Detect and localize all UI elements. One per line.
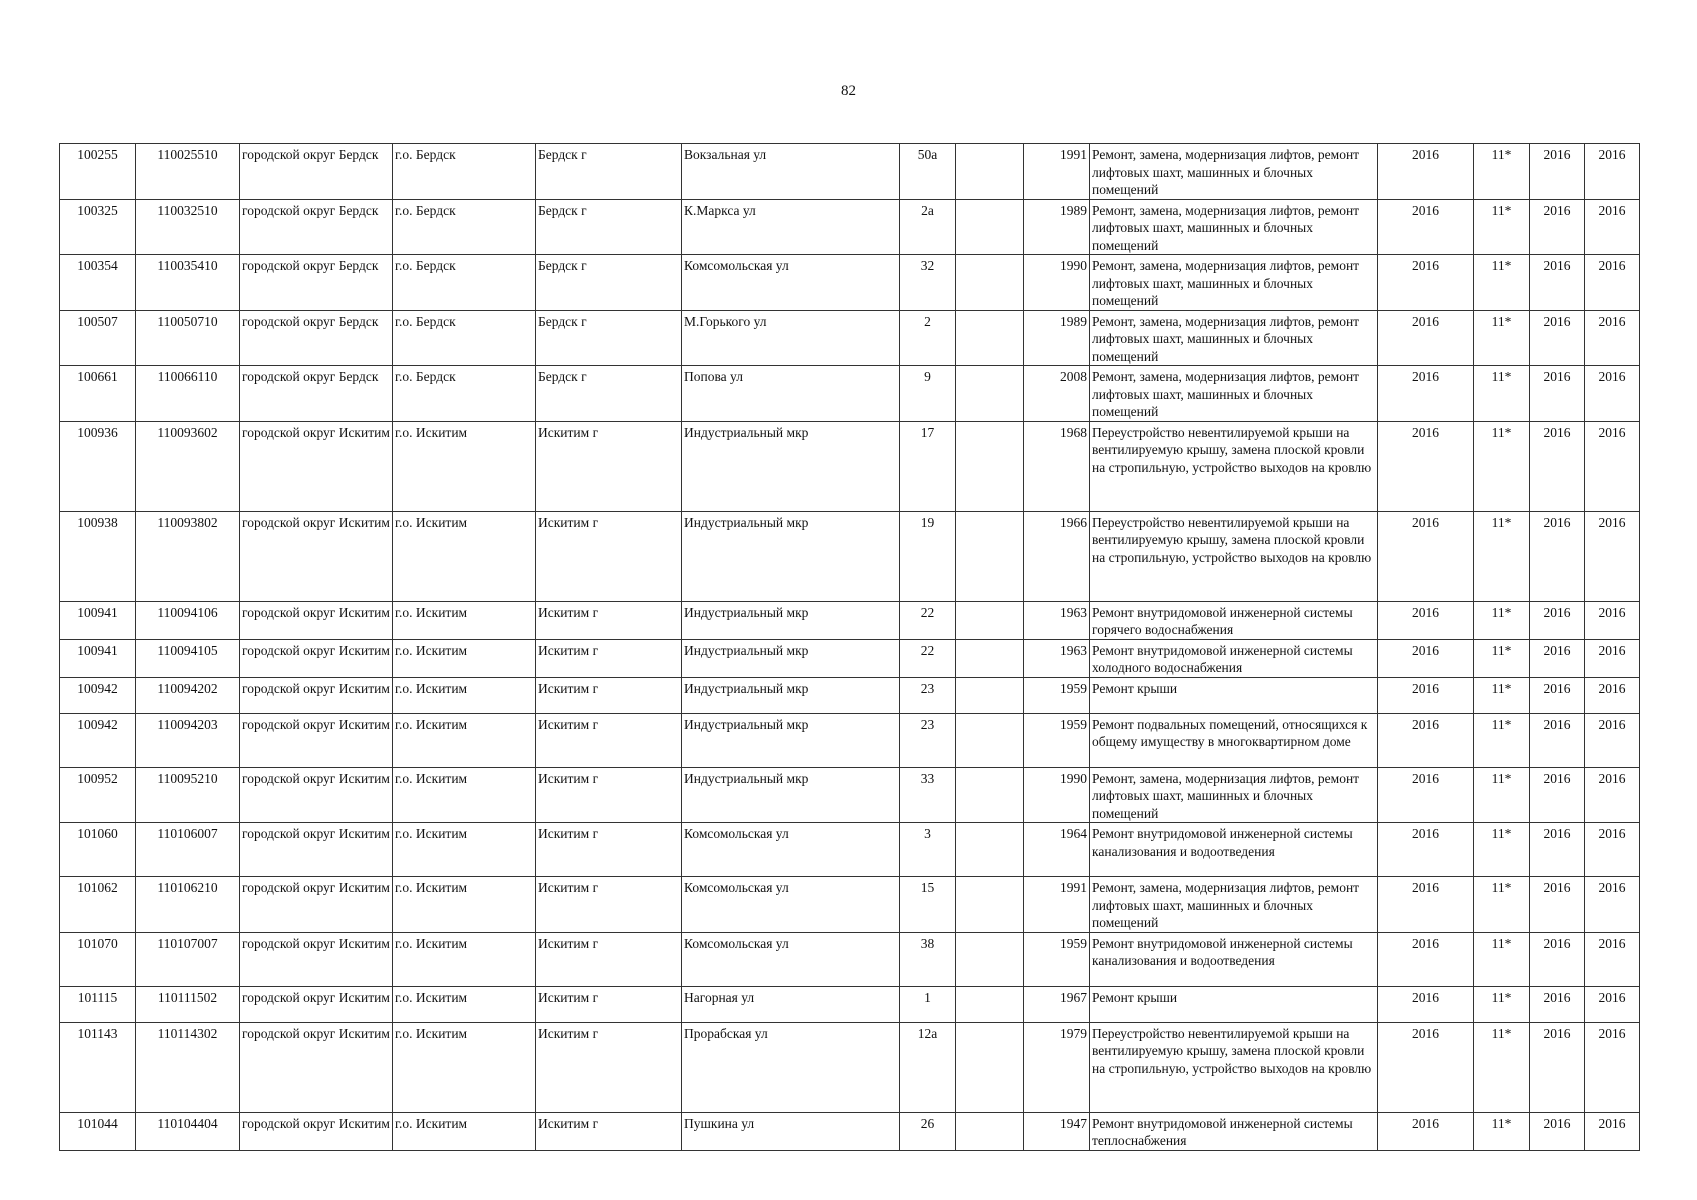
work-type-cell: Ремонт, замена, модернизация лифтов, ремонт лифтовых шахт, машинных и блочных помещений [1090, 144, 1378, 200]
locality-cell: Искитим г [536, 639, 682, 677]
house-number-cell: 26 [900, 1112, 956, 1150]
plan-year-cell: 2016 [1378, 767, 1474, 823]
municipality-cell: г.о. Искитим [393, 932, 536, 986]
end-year-cell: 2016 [1585, 932, 1640, 986]
work-type-cell: Ремонт крыши [1090, 986, 1378, 1022]
table-row [60, 823, 1640, 877]
work-type-cell: Ремонт внутридомовой инженерной системы горячего водоснабжения [1090, 601, 1378, 639]
municipality-cell: г.о. Искитим [393, 511, 536, 601]
municipality-cell: г.о. Бердск [393, 144, 536, 200]
district-cell: городской округ Искитим [240, 639, 393, 677]
house-number-cell: 32 [900, 255, 956, 311]
table-row [60, 1022, 1640, 1112]
district-cell: городской округ Бердск [240, 310, 393, 366]
mark-cell: 11* [1474, 199, 1530, 255]
row-id-cell: 100661 [60, 366, 136, 422]
end-year-cell: 2016 [1585, 601, 1640, 639]
locality-cell: Искитим г [536, 713, 682, 767]
end-year-cell: 2016 [1585, 677, 1640, 713]
municipality-cell: г.о. Бердск [393, 366, 536, 422]
work-type-cell: Ремонт внутридомовой инженерной системы канализования и водоотведения [1090, 823, 1378, 877]
work-type-cell: Ремонт подвальных помещений, относящихся к общему имуществу в многоквартирном доме [1090, 713, 1378, 767]
house-number-cell: 33 [900, 767, 956, 823]
row-id-cell: 100255 [60, 144, 136, 200]
build-year-cell: 2008 [1024, 366, 1090, 422]
locality-cell: Бердск г [536, 199, 682, 255]
plan-year-cell: 2016 [1378, 421, 1474, 511]
street-cell: Прорабская ул [682, 1022, 900, 1112]
row-id-cell: 101044 [60, 1112, 136, 1150]
object-code-cell: 110066110 [136, 366, 240, 422]
empty-cell [956, 511, 1024, 601]
table-row [60, 639, 1640, 677]
table-row [60, 366, 1640, 422]
work-type-cell: Переустройство невентилируемой крыши на вентилируемую крышу, замена плоской кровли на стропильную, устройство выходов на кровлю [1090, 511, 1378, 601]
table-row [60, 199, 1640, 255]
locality-cell: Искитим г [536, 877, 682, 933]
table-row [60, 713, 1640, 767]
district-cell: городской округ Искитим [240, 677, 393, 713]
start-year-cell: 2016 [1530, 601, 1585, 639]
mark-cell: 11* [1474, 677, 1530, 713]
plan-year-cell: 2016 [1378, 255, 1474, 311]
object-code-cell: 110104404 [136, 1112, 240, 1150]
table-row [60, 877, 1640, 933]
empty-cell [956, 713, 1024, 767]
build-year-cell: 1959 [1024, 713, 1090, 767]
end-year-cell: 2016 [1585, 421, 1640, 511]
start-year-cell: 2016 [1530, 144, 1585, 200]
mark-cell: 11* [1474, 986, 1530, 1022]
end-year-cell: 2016 [1585, 1112, 1640, 1150]
empty-cell [956, 677, 1024, 713]
row-id-cell: 100942 [60, 677, 136, 713]
municipality-cell: г.о. Искитим [393, 421, 536, 511]
table-row [60, 511, 1640, 601]
work-type-cell: Ремонт, замена, модернизация лифтов, ремонт лифтовых шахт, машинных и блочных помещений [1090, 255, 1378, 311]
municipality-cell: г.о. Искитим [393, 601, 536, 639]
empty-cell [956, 767, 1024, 823]
plan-year-cell: 2016 [1378, 877, 1474, 933]
start-year-cell: 2016 [1530, 1022, 1585, 1112]
locality-cell: Искитим г [536, 986, 682, 1022]
empty-cell [956, 639, 1024, 677]
locality-cell: Искитим г [536, 1022, 682, 1112]
end-year-cell: 2016 [1585, 767, 1640, 823]
street-cell: Нагорная ул [682, 986, 900, 1022]
object-code-cell: 110107007 [136, 932, 240, 986]
object-code-cell: 110094203 [136, 713, 240, 767]
table-row [60, 255, 1640, 311]
municipality-cell: г.о. Искитим [393, 677, 536, 713]
locality-cell: Искитим г [536, 1112, 682, 1150]
mark-cell: 11* [1474, 255, 1530, 311]
start-year-cell: 2016 [1530, 1112, 1585, 1150]
end-year-cell: 2016 [1585, 713, 1640, 767]
row-id-cell: 100942 [60, 713, 136, 767]
municipality-cell: г.о. Искитим [393, 986, 536, 1022]
object-code-cell: 110106210 [136, 877, 240, 933]
street-cell: Комсомольская ул [682, 255, 900, 311]
house-number-cell: 15 [900, 877, 956, 933]
municipality-cell: г.о. Искитим [393, 767, 536, 823]
house-number-cell: 2 [900, 310, 956, 366]
build-year-cell: 1990 [1024, 255, 1090, 311]
locality-cell: Искитим г [536, 823, 682, 877]
work-type-cell: Ремонт, замена, модернизация лифтов, ремонт лифтовых шахт, машинных и блочных помещений [1090, 199, 1378, 255]
street-cell: Комсомольская ул [682, 932, 900, 986]
row-id-cell: 100325 [60, 199, 136, 255]
start-year-cell: 2016 [1530, 310, 1585, 366]
plan-year-cell: 2016 [1378, 366, 1474, 422]
mark-cell: 11* [1474, 366, 1530, 422]
plan-year-cell: 2016 [1378, 677, 1474, 713]
locality-cell: Искитим г [536, 421, 682, 511]
mark-cell: 11* [1474, 767, 1530, 823]
row-id-cell: 100354 [60, 255, 136, 311]
street-cell: Индустриальный мкр [682, 713, 900, 767]
locality-cell: Искитим г [536, 677, 682, 713]
start-year-cell: 2016 [1530, 255, 1585, 311]
empty-cell [956, 823, 1024, 877]
end-year-cell: 2016 [1585, 823, 1640, 877]
end-year-cell: 2016 [1585, 986, 1640, 1022]
house-number-cell: 22 [900, 639, 956, 677]
build-year-cell: 1967 [1024, 986, 1090, 1022]
table-row [60, 932, 1640, 986]
work-type-cell: Ремонт внутридомовой инженерной системы теплоснабжения [1090, 1112, 1378, 1150]
district-cell: городской округ Искитим [240, 421, 393, 511]
municipality-cell: г.о. Искитим [393, 1112, 536, 1150]
end-year-cell: 2016 [1585, 877, 1640, 933]
street-cell: Индустриальный мкр [682, 601, 900, 639]
empty-cell [956, 310, 1024, 366]
mark-cell: 11* [1474, 823, 1530, 877]
mark-cell: 11* [1474, 144, 1530, 200]
empty-cell [956, 601, 1024, 639]
street-cell: Вокзальная ул [682, 144, 900, 200]
start-year-cell: 2016 [1530, 713, 1585, 767]
house-number-cell: 1 [900, 986, 956, 1022]
plan-year-cell: 2016 [1378, 601, 1474, 639]
street-cell: Индустриальный мкр [682, 421, 900, 511]
locality-cell: Бердск г [536, 255, 682, 311]
row-id-cell: 101143 [60, 1022, 136, 1112]
row-id-cell: 101070 [60, 932, 136, 986]
district-cell: городской округ Бердск [240, 144, 393, 200]
object-code-cell: 110111502 [136, 986, 240, 1022]
plan-year-cell: 2016 [1378, 310, 1474, 366]
object-code-cell: 110114302 [136, 1022, 240, 1112]
row-id-cell: 101060 [60, 823, 136, 877]
end-year-cell: 2016 [1585, 310, 1640, 366]
mark-cell: 11* [1474, 511, 1530, 601]
street-cell: Индустриальный мкр [682, 767, 900, 823]
street-cell: Попова ул [682, 366, 900, 422]
row-id-cell: 100507 [60, 310, 136, 366]
district-cell: городской округ Искитим [240, 601, 393, 639]
work-type-cell: Переустройство невентилируемой крыши на вентилируемую крышу, замена плоской кровли на стропильную, устройство выходов на кровлю [1090, 1022, 1378, 1112]
locality-cell: Искитим г [536, 767, 682, 823]
object-code-cell: 110025510 [136, 144, 240, 200]
house-number-cell: 38 [900, 932, 956, 986]
table-row [60, 144, 1640, 200]
municipality-cell: г.о. Искитим [393, 713, 536, 767]
start-year-cell: 2016 [1530, 366, 1585, 422]
house-number-cell: 3 [900, 823, 956, 877]
empty-cell [956, 144, 1024, 200]
municipality-cell: г.о. Бердск [393, 199, 536, 255]
object-code-cell: 110093802 [136, 511, 240, 601]
object-code-cell: 110106007 [136, 823, 240, 877]
house-number-cell: 17 [900, 421, 956, 511]
start-year-cell: 2016 [1530, 639, 1585, 677]
empty-cell [956, 199, 1024, 255]
plan-year-cell: 2016 [1378, 823, 1474, 877]
end-year-cell: 2016 [1585, 144, 1640, 200]
municipality-cell: г.о. Искитим [393, 639, 536, 677]
mark-cell: 11* [1474, 310, 1530, 366]
street-cell: Пушкина ул [682, 1112, 900, 1150]
build-year-cell: 1991 [1024, 144, 1090, 200]
work-type-cell: Ремонт, замена, модернизация лифтов, ремонт лифтовых шахт, машинных и блочных помещений [1090, 877, 1378, 933]
work-type-cell: Ремонт внутридомовой инженерной системы канализования и водоотведения [1090, 932, 1378, 986]
plan-year-cell: 2016 [1378, 986, 1474, 1022]
build-year-cell: 1968 [1024, 421, 1090, 511]
street-cell: Комсомольская ул [682, 823, 900, 877]
object-code-cell: 110032510 [136, 199, 240, 255]
end-year-cell: 2016 [1585, 1022, 1640, 1112]
empty-cell [956, 255, 1024, 311]
plan-year-cell: 2016 [1378, 199, 1474, 255]
object-code-cell: 110095210 [136, 767, 240, 823]
start-year-cell: 2016 [1530, 199, 1585, 255]
row-id-cell: 100936 [60, 421, 136, 511]
object-code-cell: 110050710 [136, 310, 240, 366]
row-id-cell: 100941 [60, 639, 136, 677]
work-type-cell: Переустройство невентилируемой крыши на вентилируемую крышу, замена плоской кровли на стропильную, устройство выходов на кровлю [1090, 421, 1378, 511]
row-id-cell: 100941 [60, 601, 136, 639]
table-row [60, 310, 1640, 366]
start-year-cell: 2016 [1530, 767, 1585, 823]
district-cell: городской округ Бердск [240, 366, 393, 422]
build-year-cell: 1959 [1024, 932, 1090, 986]
plan-year-cell: 2016 [1378, 144, 1474, 200]
mark-cell: 11* [1474, 932, 1530, 986]
object-code-cell: 110093602 [136, 421, 240, 511]
empty-cell [956, 1112, 1024, 1150]
locality-cell: Искитим г [536, 932, 682, 986]
plan-year-cell: 2016 [1378, 511, 1474, 601]
locality-cell: Бердск г [536, 144, 682, 200]
build-year-cell: 1963 [1024, 639, 1090, 677]
end-year-cell: 2016 [1585, 366, 1640, 422]
object-code-cell: 110094105 [136, 639, 240, 677]
start-year-cell: 2016 [1530, 511, 1585, 601]
object-code-cell: 110094202 [136, 677, 240, 713]
build-year-cell: 1947 [1024, 1112, 1090, 1150]
mark-cell: 11* [1474, 1022, 1530, 1112]
object-code-cell: 110035410 [136, 255, 240, 311]
plan-year-cell: 2016 [1378, 1022, 1474, 1112]
end-year-cell: 2016 [1585, 199, 1640, 255]
row-id-cell: 101062 [60, 877, 136, 933]
row-id-cell: 101115 [60, 986, 136, 1022]
build-year-cell: 1989 [1024, 199, 1090, 255]
house-number-cell: 2а [900, 199, 956, 255]
municipality-cell: г.о. Бердск [393, 255, 536, 311]
table-body [60, 144, 1640, 1151]
plan-year-cell: 2016 [1378, 713, 1474, 767]
district-cell: городской округ Искитим [240, 767, 393, 823]
plan-year-cell: 2016 [1378, 932, 1474, 986]
mark-cell: 11* [1474, 601, 1530, 639]
plan-year-cell: 2016 [1378, 639, 1474, 677]
start-year-cell: 2016 [1530, 421, 1585, 511]
plan-year-cell: 2016 [1378, 1112, 1474, 1150]
municipality-cell: г.о. Искитим [393, 1022, 536, 1112]
district-cell: городской округ Бердск [240, 199, 393, 255]
house-number-cell: 22 [900, 601, 956, 639]
table-row [60, 767, 1640, 823]
work-type-cell: Ремонт крыши [1090, 677, 1378, 713]
district-cell: городской округ Искитим [240, 1022, 393, 1112]
house-number-cell: 23 [900, 677, 956, 713]
mark-cell: 11* [1474, 713, 1530, 767]
build-year-cell: 1964 [1024, 823, 1090, 877]
table-row [60, 421, 1640, 511]
street-cell: М.Горького ул [682, 310, 900, 366]
empty-cell [956, 986, 1024, 1022]
street-cell: Индустриальный мкр [682, 511, 900, 601]
house-number-cell: 12а [900, 1022, 956, 1112]
district-cell: городской округ Искитим [240, 823, 393, 877]
municipality-cell: г.о. Искитим [393, 823, 536, 877]
district-cell: городской округ Искитим [240, 986, 393, 1022]
work-type-cell: Ремонт, замена, модернизация лифтов, ремонт лифтовых шахт, машинных и блочных помещений [1090, 310, 1378, 366]
empty-cell [956, 932, 1024, 986]
street-cell: К.Маркса ул [682, 199, 900, 255]
build-year-cell: 1979 [1024, 1022, 1090, 1112]
end-year-cell: 2016 [1585, 511, 1640, 601]
work-type-cell: Ремонт, замена, модернизация лифтов, ремонт лифтовых шахт, машинных и блочных помещений [1090, 767, 1378, 823]
work-type-cell: Ремонт внутридомовой инженерной системы холодного водоснабжения [1090, 639, 1378, 677]
street-cell: Комсомольская ул [682, 877, 900, 933]
house-number-cell: 50а [900, 144, 956, 200]
start-year-cell: 2016 [1530, 986, 1585, 1022]
build-year-cell: 1959 [1024, 677, 1090, 713]
start-year-cell: 2016 [1530, 932, 1585, 986]
locality-cell: Бердск г [536, 366, 682, 422]
municipality-cell: г.о. Искитим [393, 877, 536, 933]
table-row [60, 601, 1640, 639]
build-year-cell: 1991 [1024, 877, 1090, 933]
build-year-cell: 1990 [1024, 767, 1090, 823]
object-code-cell: 110094106 [136, 601, 240, 639]
municipality-cell: г.о. Бердск [393, 310, 536, 366]
empty-cell [956, 366, 1024, 422]
empty-cell [956, 1022, 1024, 1112]
start-year-cell: 2016 [1530, 677, 1585, 713]
district-cell: городской округ Искитим [240, 1112, 393, 1150]
start-year-cell: 2016 [1530, 823, 1585, 877]
locality-cell: Искитим г [536, 601, 682, 639]
street-cell: Индустриальный мкр [682, 677, 900, 713]
house-number-cell: 19 [900, 511, 956, 601]
district-cell: городской округ Искитим [240, 511, 393, 601]
empty-cell [956, 421, 1024, 511]
page-number: 82 [841, 83, 856, 99]
build-year-cell: 1963 [1024, 601, 1090, 639]
build-year-cell: 1966 [1024, 511, 1090, 601]
locality-cell: Искитим г [536, 511, 682, 601]
work-type-cell: Ремонт, замена, модернизация лифтов, ремонт лифтовых шахт, машинных и блочных помещений [1090, 366, 1378, 422]
repair-registry-table [59, 143, 1640, 1151]
street-cell: Индустриальный мкр [682, 639, 900, 677]
end-year-cell: 2016 [1585, 255, 1640, 311]
district-cell: городской округ Искитим [240, 713, 393, 767]
mark-cell: 11* [1474, 421, 1530, 511]
table-row [60, 677, 1640, 713]
locality-cell: Бердск г [536, 310, 682, 366]
table-row [60, 986, 1640, 1022]
mark-cell: 11* [1474, 877, 1530, 933]
house-number-cell: 9 [900, 366, 956, 422]
mark-cell: 11* [1474, 639, 1530, 677]
row-id-cell: 100952 [60, 767, 136, 823]
district-cell: городской округ Искитим [240, 932, 393, 986]
house-number-cell: 23 [900, 713, 956, 767]
empty-cell [956, 877, 1024, 933]
build-year-cell: 1989 [1024, 310, 1090, 366]
row-id-cell: 100938 [60, 511, 136, 601]
end-year-cell: 2016 [1585, 639, 1640, 677]
district-cell: городской округ Бердск [240, 255, 393, 311]
table-row [60, 1112, 1640, 1150]
mark-cell: 11* [1474, 1112, 1530, 1150]
district-cell: городской округ Искитим [240, 877, 393, 933]
start-year-cell: 2016 [1530, 877, 1585, 933]
